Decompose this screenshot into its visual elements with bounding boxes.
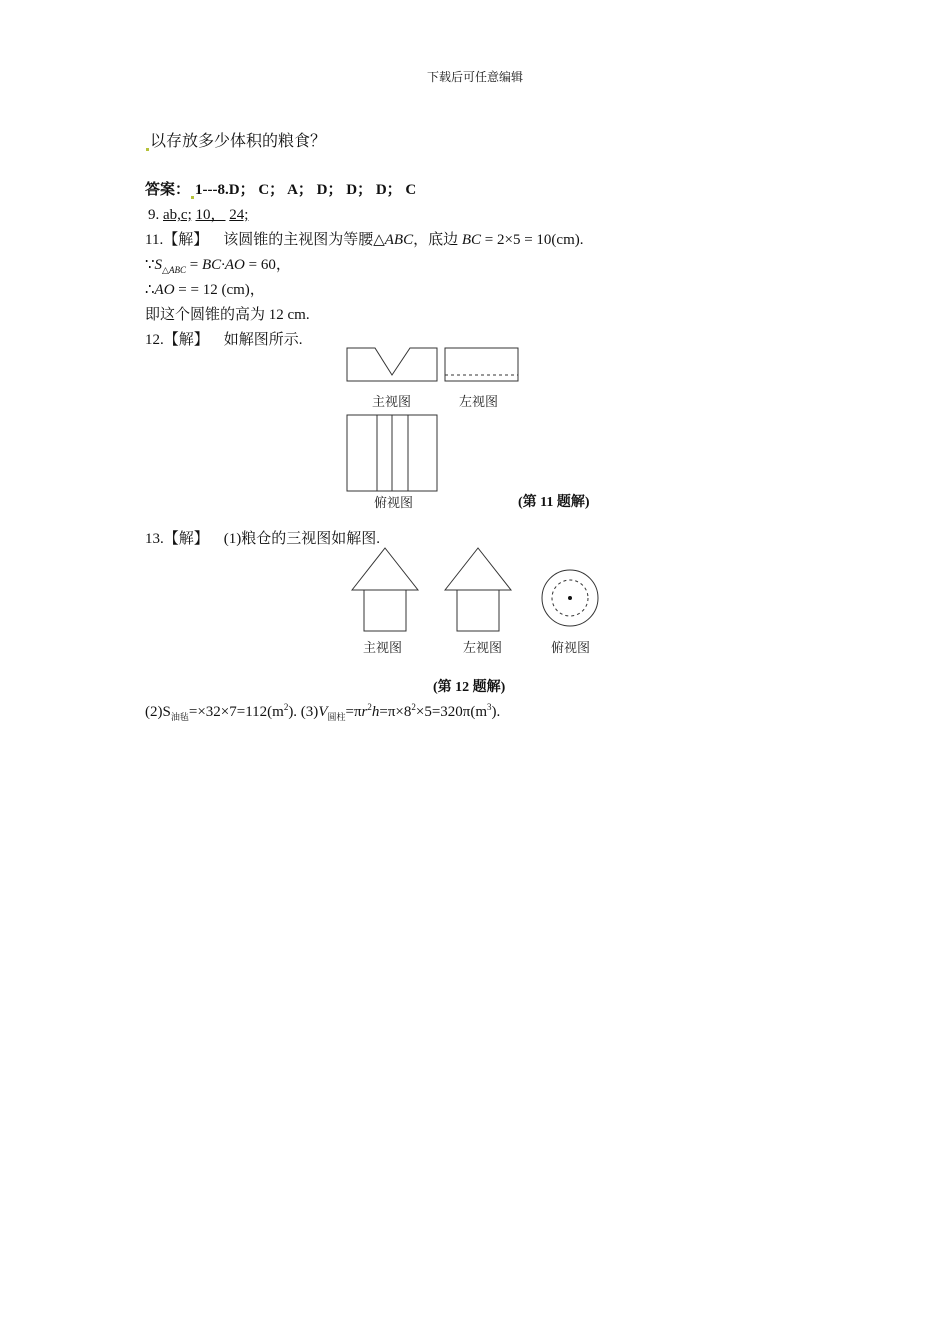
page-header: 下载后可任意编辑 [426, 70, 523, 84]
formula-sub: 油毡 [170, 712, 189, 722]
formula-part: (2)S [145, 704, 171, 720]
volume-symbol: V [318, 704, 328, 720]
formula-sup: 2 [411, 702, 416, 712]
formula-part: =π [345, 704, 362, 720]
formula-part: ). [491, 704, 501, 720]
formula-sub: 圆柱 [327, 712, 346, 722]
formula-part: ). (3) [288, 704, 319, 720]
q13-number: 13. [145, 531, 164, 547]
q13-caption: (第 12 题解) [433, 680, 506, 695]
q13-tag: 【解】 [163, 531, 209, 547]
q13-top-label: 俯视图 [551, 640, 591, 655]
q11-text2: ，底边 [413, 232, 462, 248]
q11-tag: 【解】 [163, 232, 209, 248]
top-center-point [568, 596, 572, 600]
triangle-abc: ABC [384, 232, 414, 248]
radius-symbol: r [361, 704, 368, 720]
side-roof [445, 548, 511, 590]
q13-text: (1)粮仓的三视图如解图. [223, 531, 381, 547]
area-subscript: △ABC [162, 265, 186, 275]
formula-part: ×5=320π(m [415, 704, 488, 720]
formula-sup: 2 [367, 702, 372, 712]
q11-text3: = 2×5 = 10(cm). [481, 232, 584, 248]
q11-text: 该圆锥的主视图为等腰△ [223, 232, 385, 248]
front-roof [352, 548, 418, 590]
therefore-symbol: ∴ [145, 282, 155, 298]
q9-blank-c: 24; [229, 207, 249, 223]
q9-blank-b: 10， [195, 207, 226, 223]
q13-formula [145, 702, 500, 723]
equals: = [185, 257, 202, 273]
bc-ao: BC·AO [201, 257, 245, 273]
segment-bc: BC [461, 232, 482, 248]
area-value: = 60， [244, 257, 291, 273]
q12-caption: (第 11 题解) [518, 495, 590, 510]
formula-sup: 3 [487, 702, 492, 712]
side-view-label: 左视图 [459, 394, 499, 409]
because-symbol: ∵ [145, 257, 155, 273]
q11-number: 11. [145, 232, 164, 248]
segment-ao: AO [154, 282, 175, 298]
q9-number: 9. [148, 207, 160, 223]
q13-front-label: 主视图 [363, 640, 403, 655]
answers-multiple-choice: 1---8.D； C； A； D； D； D； C [195, 182, 417, 198]
front-view-label: 主视图 [372, 394, 412, 409]
formula-part: =π×8 [379, 704, 412, 720]
q12-text: 如解图所示. [223, 332, 303, 348]
area-symbol: S [154, 257, 163, 273]
question-tail-text: 以存放多少体积的粮食？ [150, 133, 327, 150]
formula-part: =×32×7=112(m [188, 704, 284, 720]
q11-line4: 即这个圆锥的高为 12 cm. [145, 307, 310, 323]
height-symbol: h [371, 704, 380, 720]
ao-value: = = 12 (cm)， [174, 282, 265, 298]
q12-number: 12. [145, 332, 164, 348]
formula-sup: 2 [283, 702, 289, 712]
top-view-label: 俯视图 [374, 495, 414, 510]
answers-label: 答案： [145, 182, 191, 198]
side-body [457, 590, 499, 631]
q9-blank-a: ab,c; [163, 207, 192, 223]
q13-side-label: 左视图 [463, 640, 503, 655]
front-body [364, 590, 406, 631]
q12-tag: 【解】 [163, 332, 209, 348]
